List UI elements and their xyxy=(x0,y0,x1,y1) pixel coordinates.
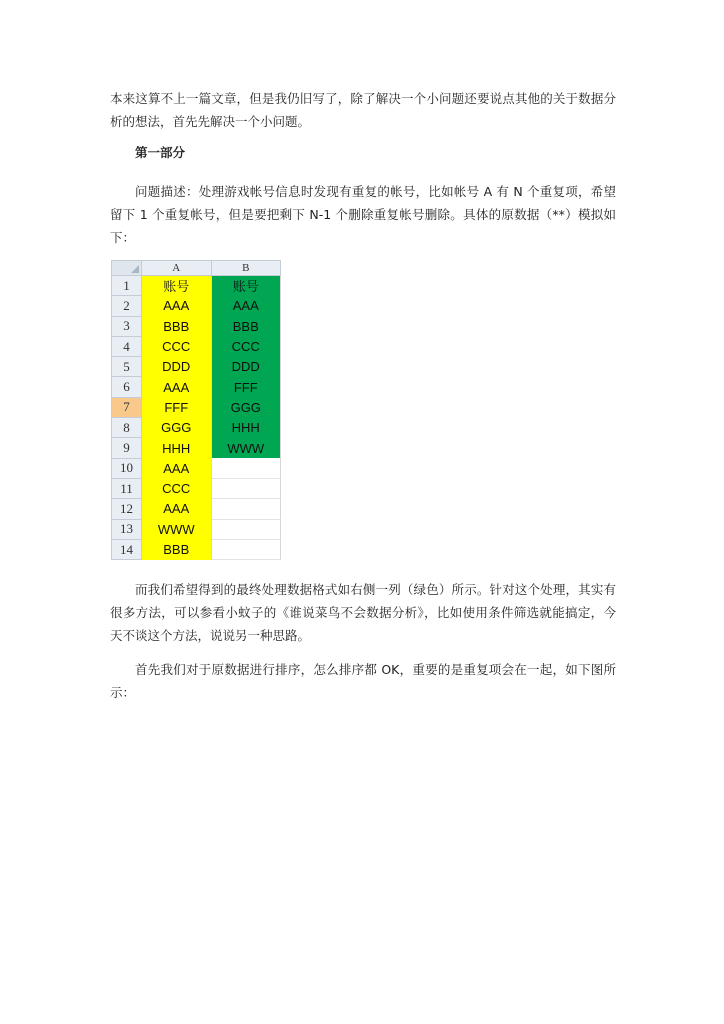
row-header: 14 xyxy=(112,539,142,559)
cell-a: CCC xyxy=(142,478,212,498)
cell-b: BBB xyxy=(211,316,281,336)
intro-paragraph: 本来这算不上一篇文章，但是我仍旧写了，除了解决一个小问题还要说点其他的关于数据分析的想法，首先先解决一个小问题。 xyxy=(110,91,616,129)
table-row xyxy=(112,336,281,356)
cell-b: AAA xyxy=(211,296,281,316)
table-row xyxy=(112,397,281,417)
row-header: 4 xyxy=(112,336,142,356)
table-row xyxy=(112,276,281,296)
cell-a: AAA xyxy=(142,377,212,397)
row-header: 11 xyxy=(112,478,142,498)
cell-b: 账号 xyxy=(211,276,281,296)
cell-b: CCC xyxy=(211,336,281,356)
table-row xyxy=(112,296,281,316)
sort-paragraph: 首先我们对于原数据进行排序，怎么排序都 OK，重要的是重复项会在一起，如下图所示： xyxy=(110,662,616,700)
cell-b: HHH xyxy=(211,418,281,438)
cell-b xyxy=(211,478,281,498)
select-all-corner xyxy=(112,261,142,276)
cell-a: AAA xyxy=(142,458,212,478)
cell-a: AAA xyxy=(142,499,212,519)
column-header-b: B xyxy=(211,261,281,276)
table-row xyxy=(112,519,281,539)
row-header: 6 xyxy=(112,377,142,397)
cell-b xyxy=(211,458,281,478)
cell-a: FFF xyxy=(142,397,212,417)
cell-a: GGG xyxy=(142,418,212,438)
table-row xyxy=(112,499,281,519)
cell-b xyxy=(211,539,281,559)
cell-b: GGG xyxy=(211,397,281,417)
table-row xyxy=(112,316,281,336)
cell-a: BBB xyxy=(142,539,212,559)
cell-a: HHH xyxy=(142,438,212,458)
row-header: 7 xyxy=(112,397,142,417)
cell-a: DDD xyxy=(142,357,212,377)
table-row xyxy=(112,458,281,478)
cell-a: AAA xyxy=(142,296,212,316)
part1-heading: 第一部分 xyxy=(135,145,186,160)
row-header: 5 xyxy=(112,357,142,377)
table-row xyxy=(112,357,281,377)
table-row xyxy=(112,377,281,397)
cell-b xyxy=(211,499,281,519)
cell-b: WWW xyxy=(211,438,281,458)
goal-paragraph: 而我们希望得到的最终处理数据格式如右侧一列（绿色）所示。针对这个处理，其实有很多方法，可以参看小蚊子的《谁说菜鸟不会数据分析》，比如使用条件筛选就能搞定，今天不谈这个方法，说说另一种思路。 xyxy=(110,582,616,643)
cell-b xyxy=(211,519,281,539)
row-header: 12 xyxy=(112,499,142,519)
column-header-a: A xyxy=(142,261,212,276)
table-row xyxy=(112,539,281,559)
cell-b: DDD xyxy=(211,357,281,377)
spreadsheet-image xyxy=(111,260,281,560)
table-row xyxy=(112,418,281,438)
cell-a: 账号 xyxy=(142,276,212,296)
row-header: 2 xyxy=(112,296,142,316)
row-header: 1 xyxy=(112,276,142,296)
row-header: 10 xyxy=(112,458,142,478)
row-header: 3 xyxy=(112,316,142,336)
row-header: 8 xyxy=(112,418,142,438)
row-header: 9 xyxy=(112,438,142,458)
problem-paragraph: 问题描述：处理游戏帐号信息时发现有重复的帐号，比如帐号 A 有 N 个重复项，希望留下 1 个重复帐号，但是要把剩下 N-1 个删除重复帐号删除。具体的原数据（**）模拟如下： xyxy=(110,184,616,245)
table-row xyxy=(112,438,281,458)
cell-a: CCC xyxy=(142,336,212,356)
table-row xyxy=(112,478,281,498)
cell-b: FFF xyxy=(211,377,281,397)
cell-a: BBB xyxy=(142,316,212,336)
row-header: 13 xyxy=(112,519,142,539)
cell-a: WWW xyxy=(142,519,212,539)
